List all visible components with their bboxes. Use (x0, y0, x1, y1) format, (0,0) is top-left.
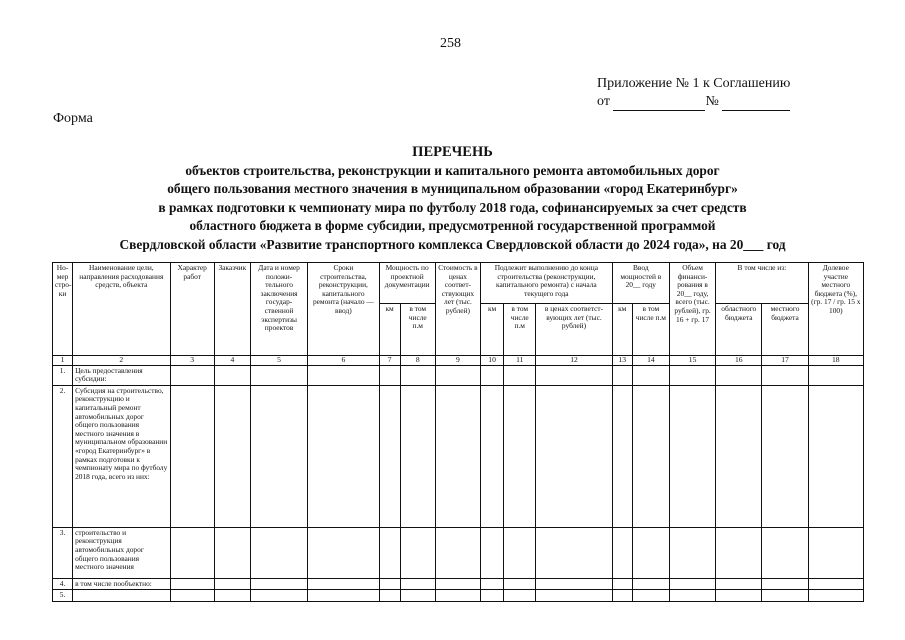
row-name: Субсидия на строительство, реконструкцию и капитальный ремонт автомобильных дорог общего пользования местного значения в муниципальном образовании «город Екатеринбург» в рамках подготовки к чемпионату мира по футболу 2018 года, всего из них: (73, 385, 170, 527)
title-line: областного бюджета в форме субсидии, предусмотренной государственной программой (189, 218, 716, 234)
row-name: строительство и реконструкция автомобильных дорог общего пользования местного значения (73, 527, 170, 578)
column-number: 10 (481, 356, 504, 366)
header-cell: областного бюджета (716, 304, 762, 356)
row-number: 1. (53, 365, 73, 385)
annex-title: Приложение № 1 к Соглашению (597, 76, 791, 91)
header-cell: в том числе п.м (504, 304, 536, 356)
column-number: 15 (669, 356, 715, 366)
header-cell: Долевое участие местного бюджета (%), (гр. 17 / гр. 15 x 100) (808, 263, 863, 356)
column-number: 6 (308, 356, 379, 366)
number-blank[interactable] (722, 96, 790, 111)
title-line: в рамках подготовки к чемпионату мира по футболу 2018 года, софинансируемых за счет средств (158, 199, 747, 215)
header-cell: Сроки строительства, реконструкции, капитального ремонта (начало — ввод) (308, 263, 379, 356)
header-cell: км (481, 304, 504, 356)
column-number: 3 (170, 356, 214, 366)
table-row (53, 527, 864, 578)
annex-number-label: № (705, 94, 719, 109)
header-row (53, 263, 864, 304)
column-number: 7 (379, 356, 400, 366)
header-cell: Объем финанси-рования в 20__ году, всего (тыс. рублей), гр. 16 + гр. 17 (669, 263, 715, 356)
title-line: объектов строительства, реконструкции и капитального ремонта автомобильных дорог (185, 162, 720, 178)
page-number: 258 (440, 36, 461, 51)
row-name: в том числе пообъектно: (73, 578, 170, 590)
column-number: 14 (632, 356, 669, 366)
header-cell: В том числе из: (716, 263, 808, 304)
table-row (53, 590, 864, 602)
header-cell: км (612, 304, 632, 356)
row-name (73, 590, 170, 602)
column-number: 5 (250, 356, 307, 366)
header-cell: местного бюджета (762, 304, 808, 356)
table-row (53, 578, 864, 590)
column-number: 13 (612, 356, 632, 366)
column-number: 9 (435, 356, 480, 366)
column-number: 12 (536, 356, 612, 366)
header-cell: Заказчик (214, 263, 250, 356)
document-title (40, 143, 865, 255)
header-cell: км (379, 304, 400, 356)
column-number: 4 (214, 356, 250, 366)
header-cell: Но-мер стро-ки (53, 263, 73, 356)
table-row (53, 385, 864, 527)
column-number-row (53, 356, 864, 366)
header-cell: Мощность по проектной документации (379, 263, 435, 304)
annex-block (597, 75, 790, 111)
objects-table (52, 262, 864, 602)
row-number: 2. (53, 385, 73, 527)
header-cell: Характер работ (170, 263, 214, 356)
row-name: Цель предоставления субсидии: (73, 365, 170, 385)
table-row (53, 365, 864, 385)
header-cell: Ввод мощностей в 20__ году (612, 263, 669, 304)
header-cell: Подлежит выполнению до конца строительства (реконструкции, капитального ремонта) с начала текущего года (481, 263, 613, 304)
row-number: 4. (53, 578, 73, 590)
header-cell: в том числе п.м (400, 304, 435, 356)
row-number: 3. (53, 527, 73, 578)
header-cell: в ценах соответст-вующих лет (тыс. рублей) (536, 304, 612, 356)
column-number: 8 (400, 356, 435, 366)
header-cell: Наименование цели, направления расходования средств, объекта (73, 263, 170, 356)
header-cell: Дата и номер положи-тельного заключения государ-ственной экспертизы проектов (250, 263, 307, 356)
title-line: Свердловской области «Развитие транспортного комплекса Свердловской области до 2024 года», на 20___ год (119, 236, 786, 252)
header-cell: в том числе п.м (632, 304, 669, 356)
annex-from-label: от (597, 94, 610, 109)
column-number: 18 (808, 356, 863, 366)
annex-date-line (597, 93, 790, 111)
column-number: 16 (716, 356, 762, 366)
header-cell: Стоимость в ценах соответ-ствующих лет (тыс. рублей) (435, 263, 480, 356)
date-blank[interactable] (613, 96, 705, 111)
form-label: Форма (53, 111, 93, 126)
column-number: 17 (762, 356, 808, 366)
title-heading: ПЕРЕЧЕНЬ (412, 144, 493, 160)
row-number: 5. (53, 590, 73, 602)
column-number: 2 (73, 356, 170, 366)
title-line: общего пользования местного значения в муниципальном образовании «город Екатеринбург» (167, 181, 738, 197)
column-number: 1 (53, 356, 73, 366)
column-number: 11 (504, 356, 536, 366)
